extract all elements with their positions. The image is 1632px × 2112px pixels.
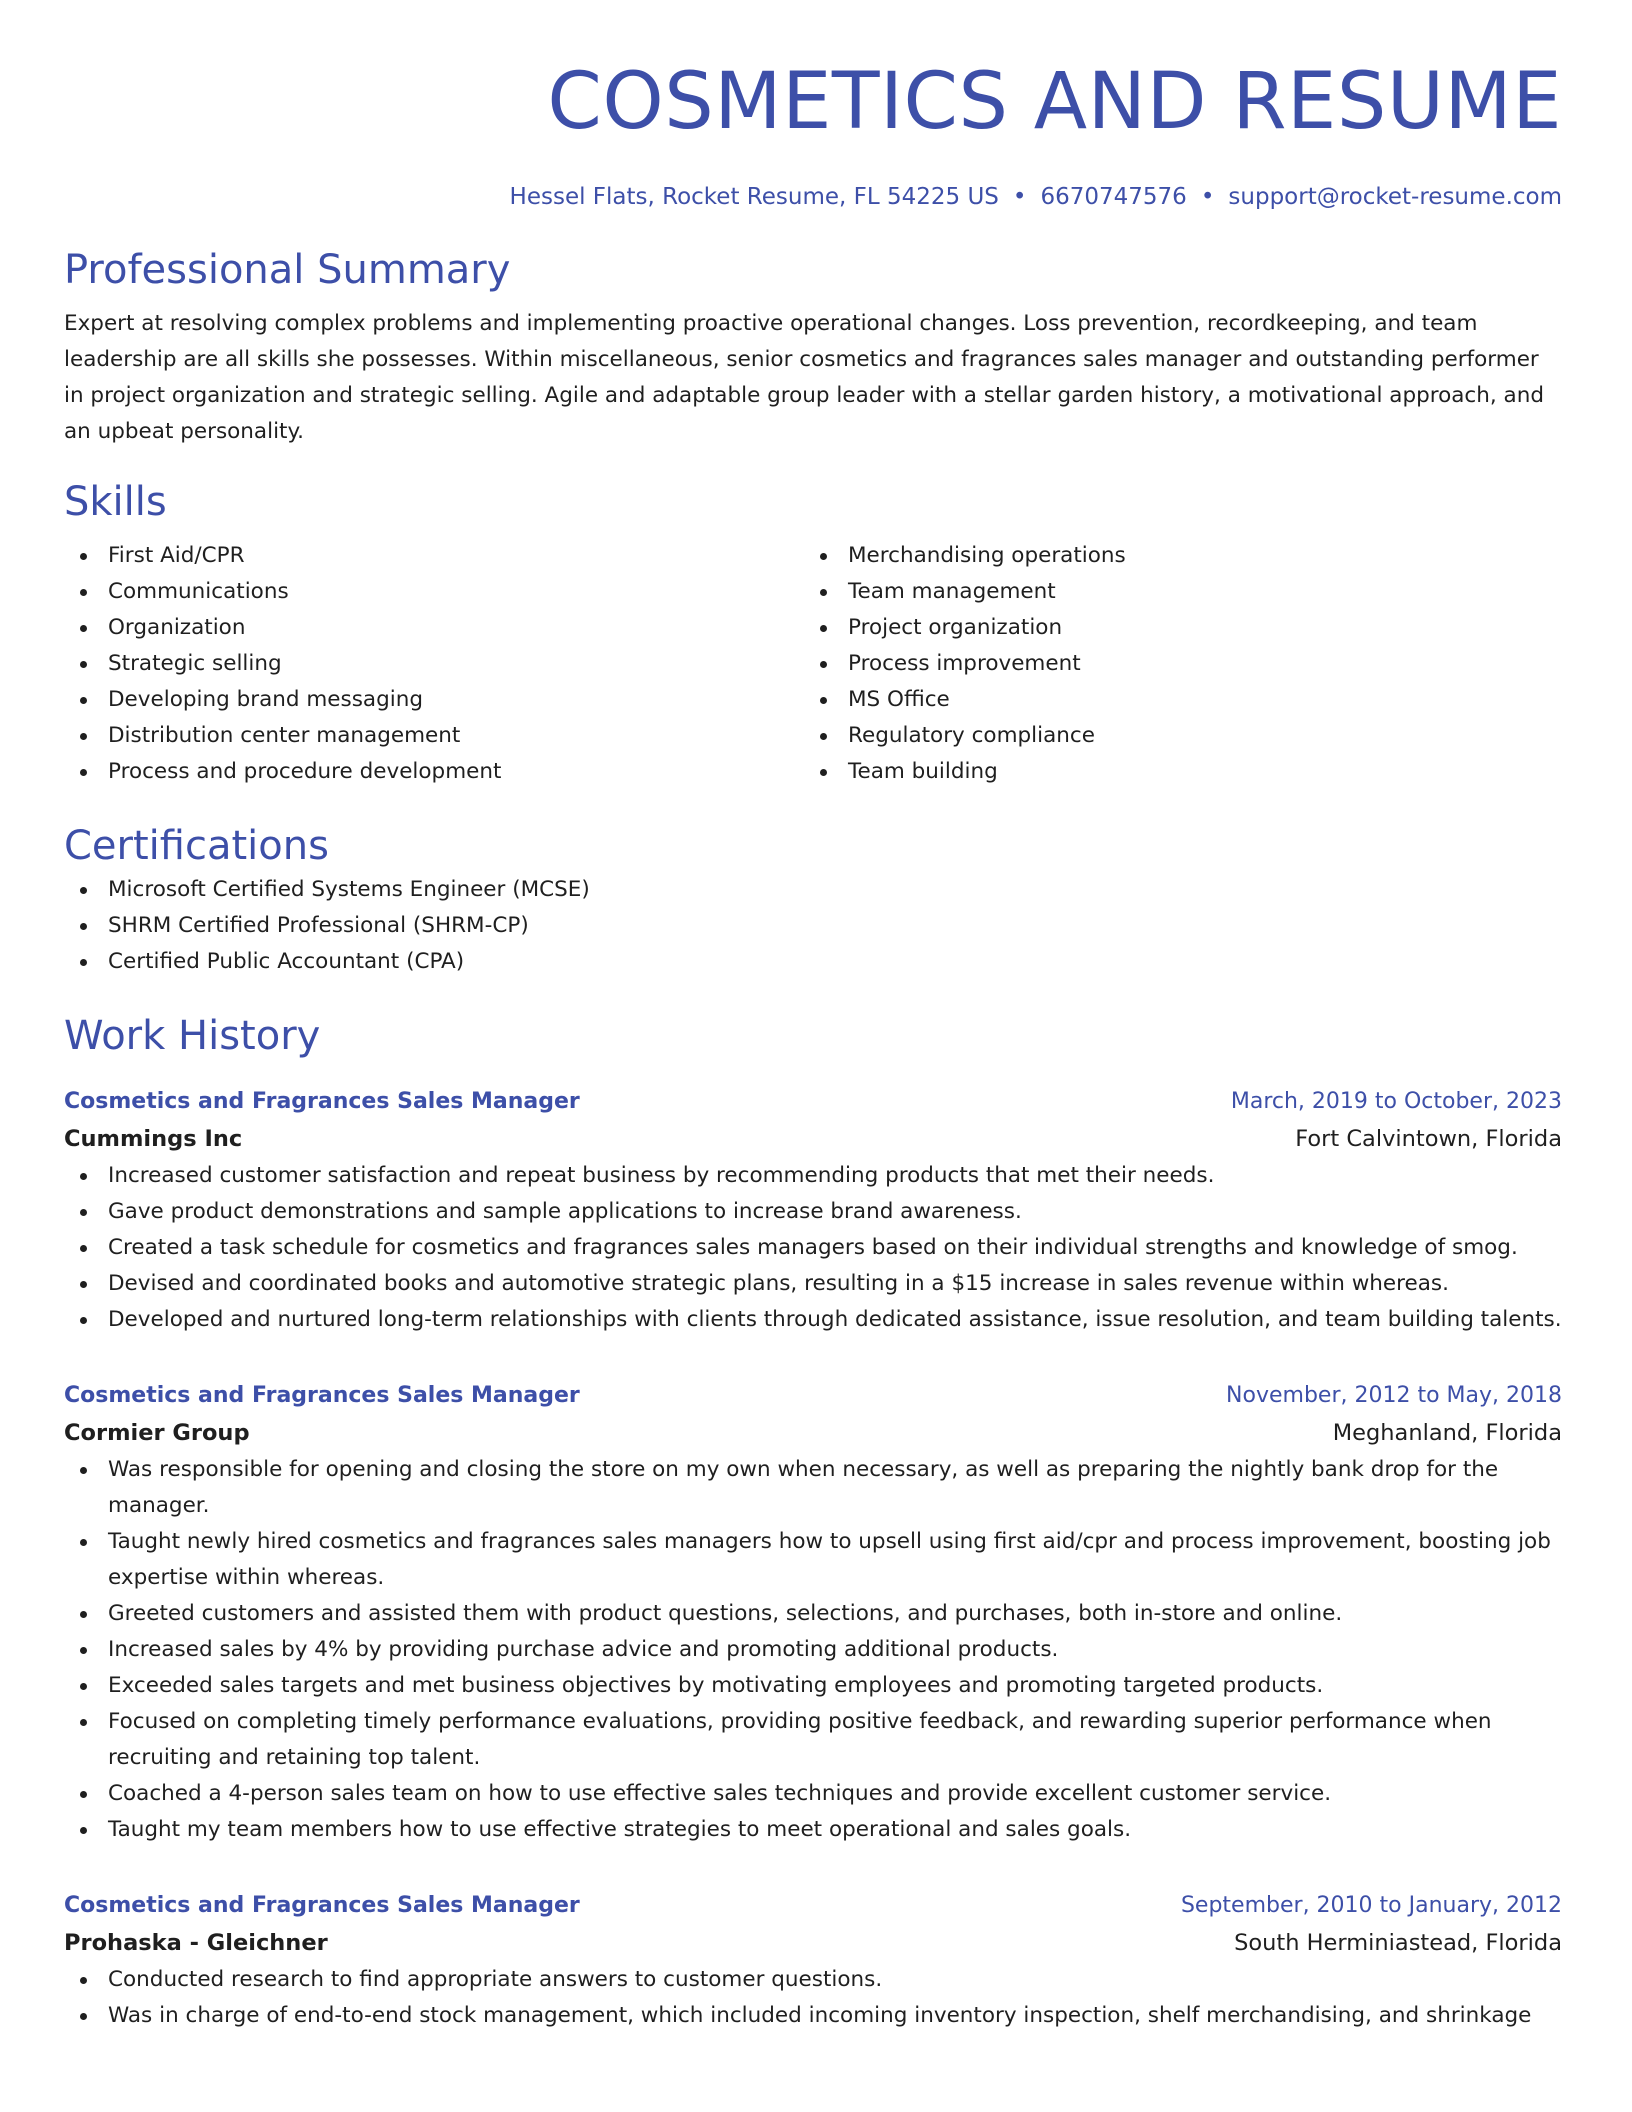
job-location: South Herminiastead, Florida [1234,1930,1562,1956]
skills-list-right [804,538,1544,790]
job-bullet: Increased customer satisfaction and repeat business by recommending products that met their needs. [64,1158,1562,1194]
job-bullet: Was in charge of end-to-end stock management, which included incoming inventory inspection, shelf merchandising, and shrinkage [64,1998,1562,2034]
skill-item: Developing brand messaging [64,682,804,718]
job-bullet: Taught newly hired cosmetics and fragrances sales managers how to upsell using first aid/cpr and process improvement, boosting job expertise within whereas. [64,1524,1562,1596]
job-company: Cormier Group [64,1420,250,1446]
skill-item: Project organization [804,610,1544,646]
skill-item: Regulatory compliance [804,718,1544,754]
skill-item: Process improvement [804,646,1544,682]
job-bullet: Increased sales by 4% by providing purchase advice and promoting additional products. [64,1632,1562,1668]
skill-item: Merchandising operations [804,538,1544,574]
job-dates: November, 2012 to May, 2018 [1226,1383,1562,1408]
skill-item: Distribution center management [64,718,804,754]
job-title-row [64,1888,1562,1924]
job-location: Meghanland, Florida [1332,1420,1562,1446]
certifications-list [64,872,1562,980]
skill-item: Strategic selling [64,646,804,682]
summary-text: Expert at resolving complex problems and implementing proactive operational changes. Loss prevention, recordkeeping, and team leadership are all skills she possesses. Within miscellaneous, senior cosmetics and fragrances sales manager and outstanding performer in project organization and strategic selling. Agile and adaptable group leader with a stellar garden history, a motivational approach, and an upbeat personality. [64,311,1544,444]
job-bullet: Developed and nurtured long-term relationships with clients through dedicated assistance, issue resolution, and team building talents. [64,1302,1562,1338]
work-history-heading: Work History [64,1013,321,1059]
summary-heading: Professional Summary [64,247,511,293]
skill-item: Organization [64,610,804,646]
job-title: Cosmetics and Fragrances Sales Manager [64,1893,580,1918]
job-bullet: Focused on completing timely performance evaluations, providing positive feedback, and rewarding superior performance when recruiting and retaining top talent. [64,1704,1562,1776]
job-bullet: Devised and coordinated books and automotive strategic plans, resulting in a $15 increase in sales revenue within whereas. [64,1266,1562,1302]
skills-list-left [64,538,804,790]
job-title-row [64,1378,1562,1414]
resume-header [64,0,1562,214]
job-bullet: Conducted research to find appropriate answers to customer questions. [64,1962,1562,1998]
job-dates: September, 2010 to January, 2012 [1180,1893,1562,1918]
job-bullet: Taught my team members how to use effective strategies to meet operational and sales goals. [64,1812,1562,1848]
contact-separator: • [1200,184,1215,210]
resume-page [64,0,1562,2034]
job-bullet: Gave product demonstrations and sample applications to increase brand awareness. [64,1194,1562,1230]
job-location: Fort Calvintown, Florida [1295,1126,1562,1152]
job-bullet: Exceeded sales targets and met business objectives by motivating employees and promoting targeted products. [64,1668,1562,1704]
job-title-row [64,1084,1562,1120]
job-company-row [64,1120,1562,1158]
job-bullet-list [64,1452,1562,1848]
job-bullet: Was responsible for opening and closing the store on my own when necessary, as well as preparing the nightly bank drop for the manager. [64,1452,1562,1524]
job-company: Cummings Inc [64,1126,243,1152]
job-company: Prohaska - Gleichner [64,1930,328,1956]
skills-grid [64,538,1562,790]
job-bullet: Greeted customers and assisted them with product questions, selections, and purchases, both in-store and online. [64,1596,1562,1632]
job-bullet: Created a task schedule for cosmetics and fragrances sales managers based on their individual strengths and knowledge of smog. [64,1230,1562,1266]
skill-item: MS Office [804,682,1544,718]
certification-item: SHRM Certified Professional (SHRM-CP) [64,908,1562,944]
skill-item: First Aid/CPR [64,538,804,574]
contact-phone: 6670747576 [1040,184,1187,210]
job-company-row [64,1924,1562,1962]
certification-item: Certified Public Accountant (CPA) [64,944,1562,980]
contact-separator: • [1012,184,1027,210]
candidate-name: COSMETICS AND RESUME [547,57,1562,147]
certification-item: Microsoft Certified Systems Engineer (MCSE) [64,872,1562,908]
job-entry [64,1378,1562,1848]
job-entry [64,1084,1562,1338]
job-bullet-list [64,1158,1562,1338]
skills-column-left [64,538,804,790]
certifications-heading: Certifications [64,823,329,869]
contact-line [64,180,1562,214]
job-bullet-list [64,1962,1562,2034]
skill-item: Communications [64,574,804,610]
skills-heading: Skills [64,479,167,525]
job-bullet: Coached a 4-person sales team on how to use effective sales techniques and provide excellent customer service. [64,1776,1562,1812]
job-title: Cosmetics and Fragrances Sales Manager [64,1089,580,1114]
skill-item: Team management [804,574,1544,610]
job-title: Cosmetics and Fragrances Sales Manager [64,1383,580,1408]
job-company-row [64,1414,1562,1452]
contact-email: support@rocket-resume.com [1228,184,1562,210]
contact-address: Hessel Flats, Rocket Resume, FL 54225 US [509,184,999,210]
skills-column-right [804,538,1544,790]
skill-item: Process and procedure development [64,754,804,790]
job-entry [64,1888,1562,2034]
job-dates: March, 2019 to October, 2023 [1230,1089,1562,1114]
skill-item: Team building [804,754,1544,790]
